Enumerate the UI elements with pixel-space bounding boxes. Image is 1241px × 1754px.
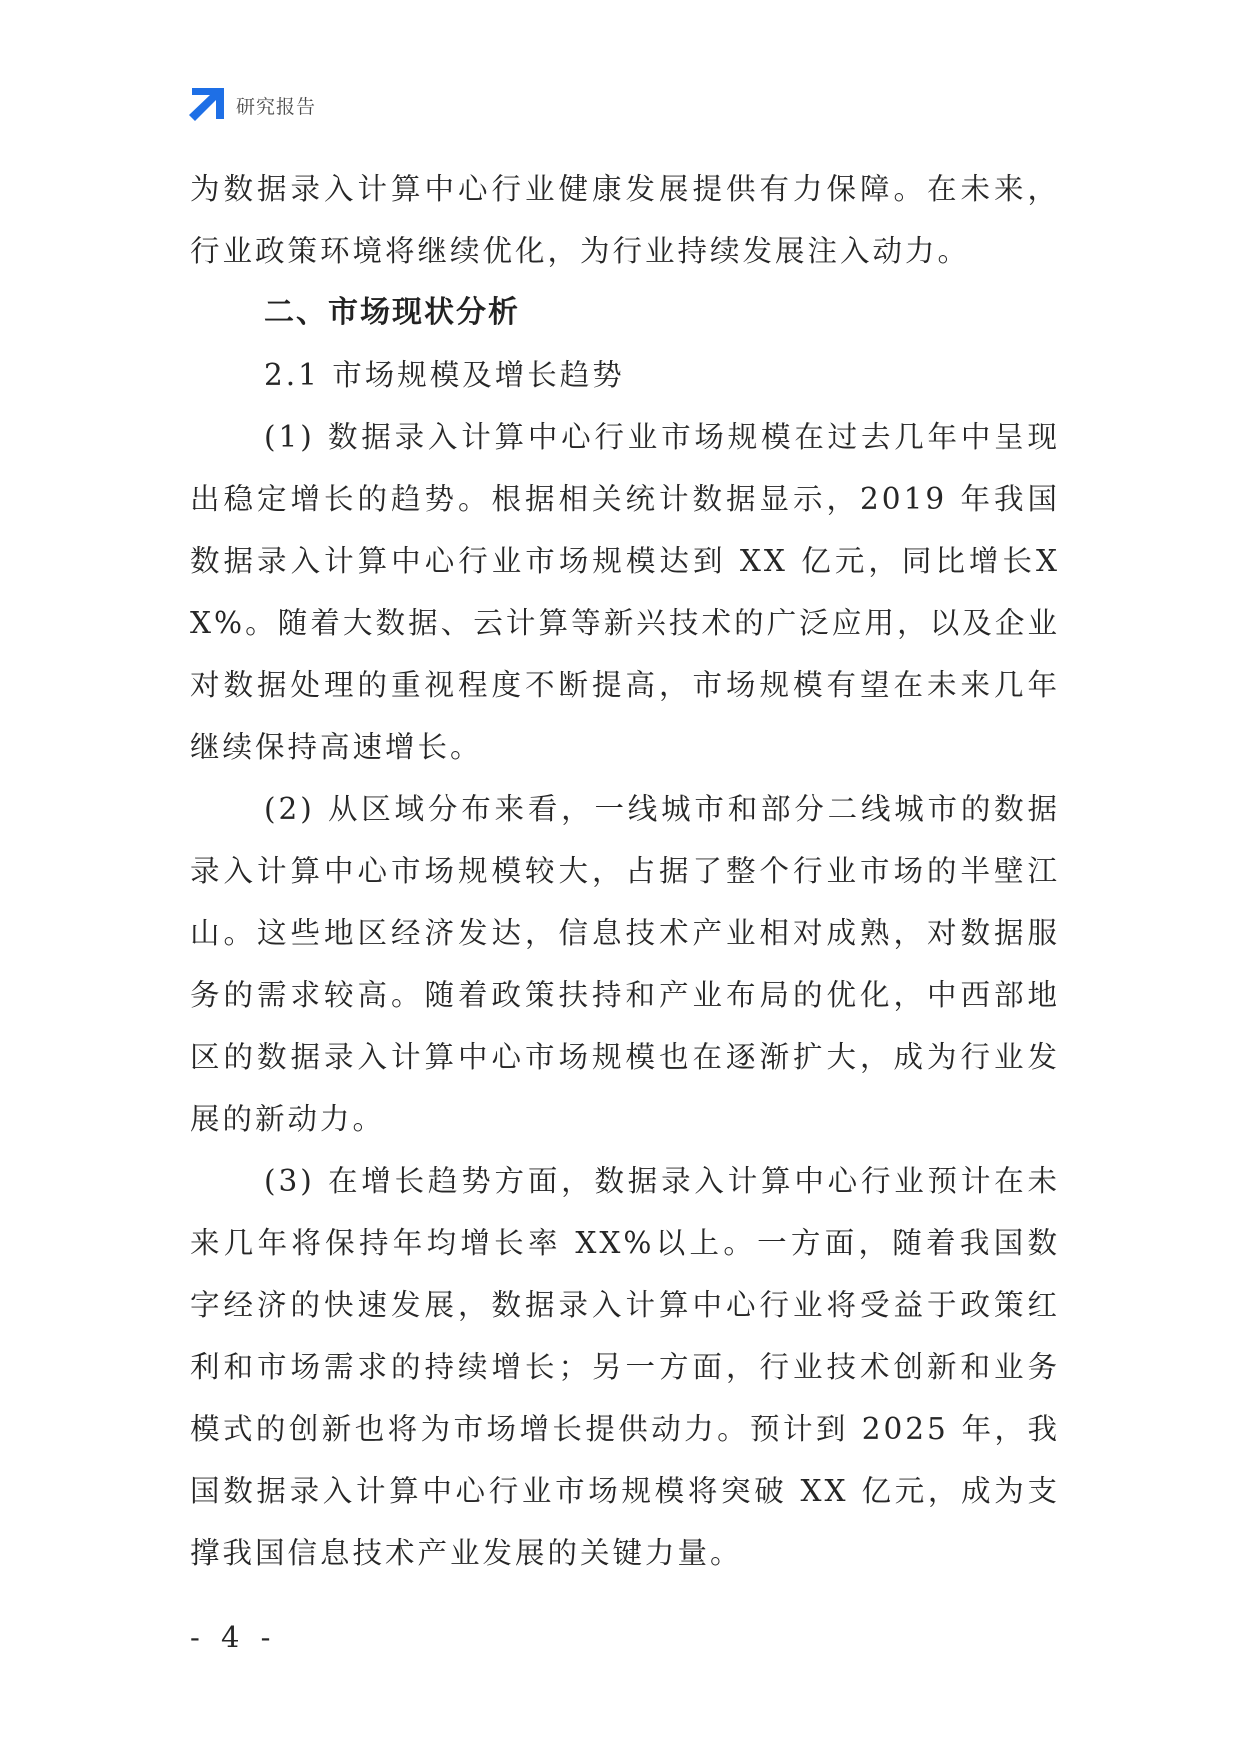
document-body <box>190 158 1060 1584</box>
paragraph-3: (3) 在增长趋势方面，数据录入计算中心行业预计在未来几年将保持年均增长率 XX%以上。一方面，随着我国数字经济的快速发展，数据录入计算中心行业将受益于政策红利和市场需求的持续增长；另一方面，行业技术创新和业务模式的创新也将为市场增长提供动力。预计到 2025 年，我国数据录入计算中心行业市场规模将突破 XX 亿元，成为支撑我国信息技术产业发展的关键力量。 <box>190 1164 1060 1570</box>
page-number: - 4 - <box>190 1620 277 1654</box>
page-header <box>188 88 316 122</box>
paragraph-1: (1) 数据录入计算中心行业市场规模在过去几年中呈现出稳定增长的趋势。根据相关统计数据显示，2019 年我国数据录入计算中心行业市场规模达到 XX 亿元，同比增长XX%。随着大数据、云计算等新兴技术的广泛应用，以及企业对数据处理的重视程度不断提高，市场规模有望在未来几年继续保持高速增长。 <box>190 420 1060 764</box>
intro-paragraph: 为数据录入计算中心行业健康发展提供有力保障。在未来，行业政策环境将继续优化，为行业持续发展注入动力。 <box>190 172 1060 268</box>
subsection-heading: 2.1 市场规模及增长趋势 <box>264 358 625 392</box>
paragraph-2: (2) 从区域分布来看，一线城市和部分二线城市的数据录入计算中心市场规模较大，占据了整个行业市场的半壁江山。这些地区经济发达，信息技术产业相对成熟，对数据服务的需求较高。随着政策扶持和产业布局的优化，中西部地区的数据录入计算中心市场规模也在逐渐扩大，成为行业发展的新动力。 <box>190 792 1060 1136</box>
section-heading: 二、市场现状分析 <box>264 295 520 330</box>
arrow-up-right-icon <box>188 88 224 122</box>
header-label: 研究报告 <box>236 95 317 118</box>
